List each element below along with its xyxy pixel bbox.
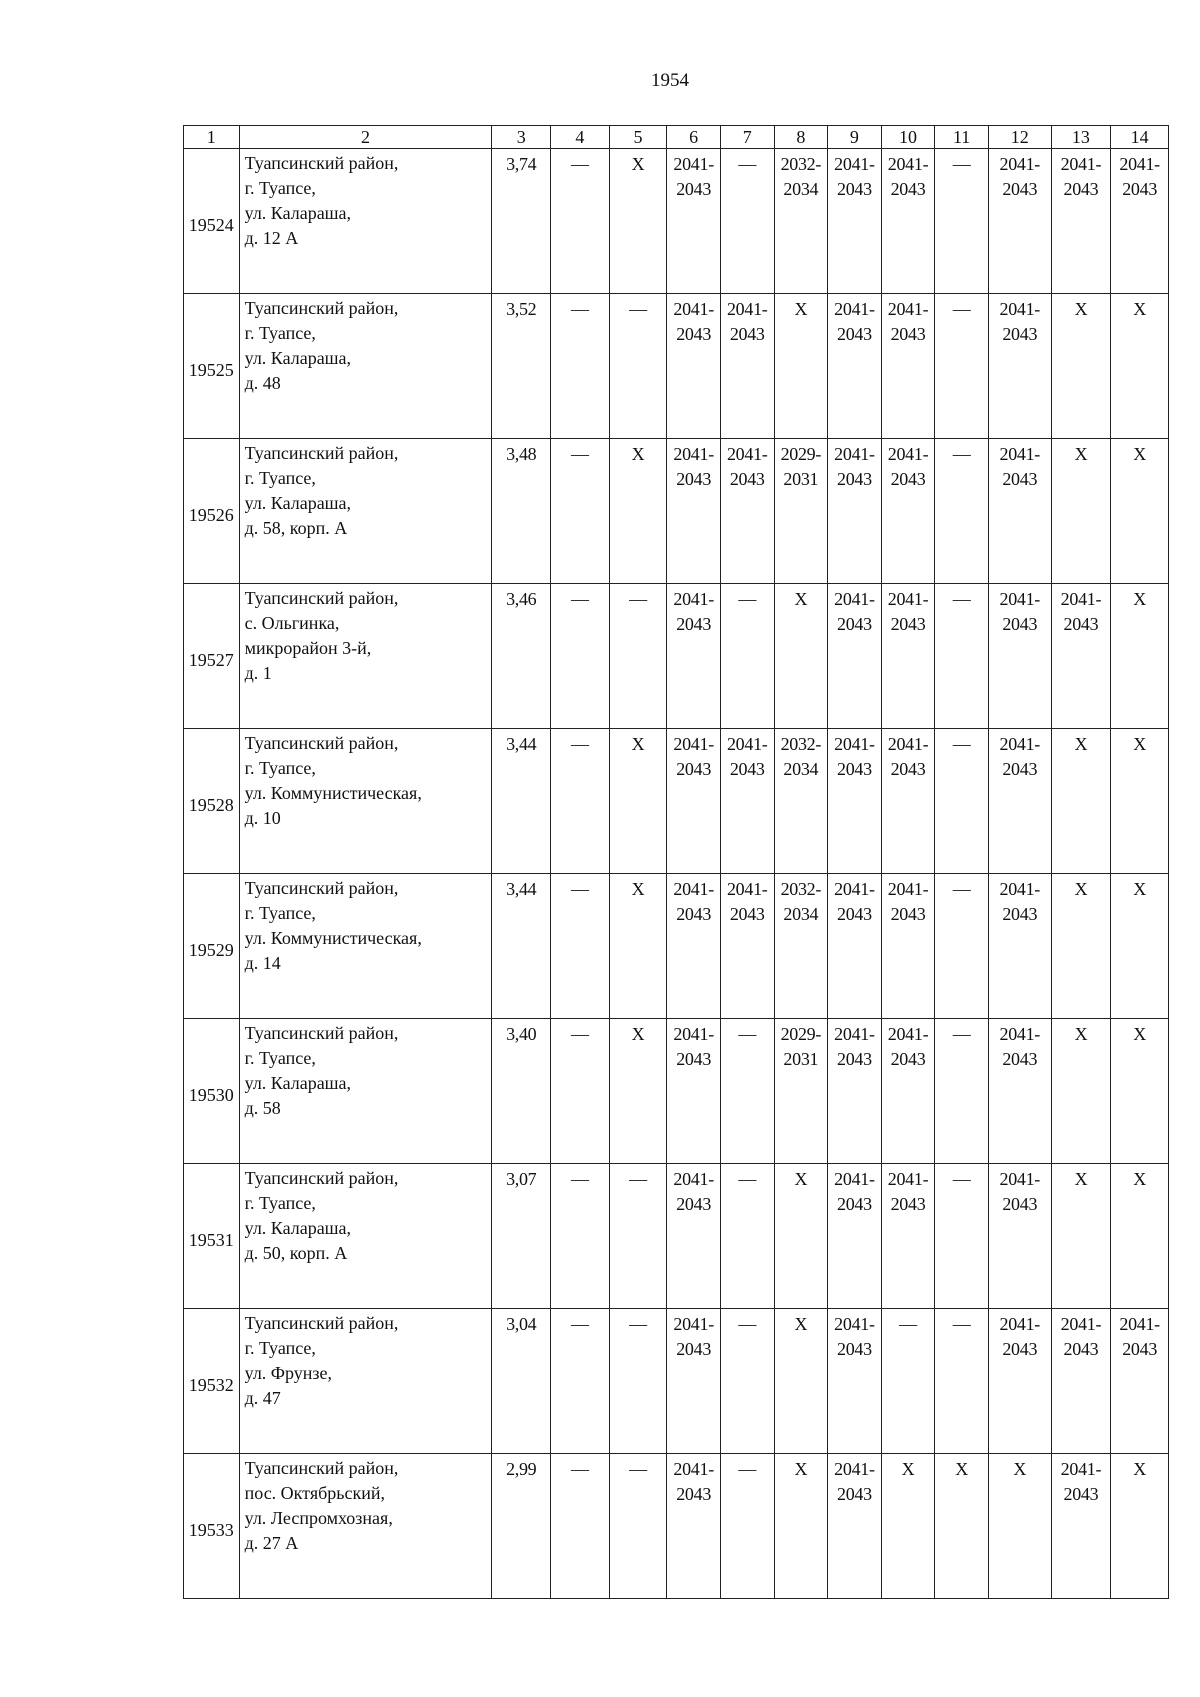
address-line: пос. Октябрьский,	[244, 1483, 385, 1503]
address-line: г. Туапсе,	[244, 178, 316, 198]
address-line: д. 58, корп. А	[244, 518, 348, 538]
area-cell: 3,44	[492, 874, 551, 1019]
address-line: ул. Фрунзе,	[244, 1363, 333, 1383]
period-cell-col-8: X	[774, 584, 828, 729]
period-cell-col-4: —	[551, 1309, 610, 1454]
housing-register-table	[183, 125, 1169, 1599]
period-cell-col-4: —	[551, 729, 610, 874]
table-row	[184, 149, 1169, 294]
period-cell-col-7: 2041- 2043	[720, 294, 774, 439]
address-line: Туапсинский район,	[244, 443, 399, 463]
period-cell-col-11: —	[935, 149, 989, 294]
period-cell-col-14: X	[1111, 1164, 1169, 1309]
address-cell	[239, 1164, 492, 1309]
period-cell-col-7: —	[720, 584, 774, 729]
address-line: г. Туапсе,	[244, 323, 316, 343]
address-line: д. 1	[244, 663, 272, 683]
period-cell-col-11: —	[935, 729, 989, 874]
period-cell-col-7: —	[720, 1309, 774, 1454]
address-cell	[239, 1454, 492, 1599]
column-header-7: 7	[720, 126, 774, 149]
address-line: Туапсинский район,	[244, 588, 399, 608]
period-cell-col-10: X	[881, 1454, 935, 1599]
column-header-13: 13	[1051, 126, 1111, 149]
period-cell-col-8: 2029- 2031	[774, 439, 828, 584]
period-cell-col-7: 2041- 2043	[720, 874, 774, 1019]
row-number: 19527	[184, 584, 240, 729]
column-header-2: 2	[239, 126, 492, 149]
period-cell-col-4: —	[551, 1454, 610, 1599]
period-cell-col-13: 2041- 2043	[1051, 149, 1111, 294]
column-header-3: 3	[492, 126, 551, 149]
period-cell-col-9: 2041- 2043	[828, 1164, 882, 1309]
period-cell-col-7: —	[720, 1454, 774, 1599]
period-cell-col-10: 2041- 2043	[881, 1019, 935, 1164]
period-cell-col-12: X	[988, 1454, 1051, 1599]
table-row	[184, 729, 1169, 874]
address-line: ул. Калараша,	[244, 348, 352, 368]
address-line: д. 47	[244, 1388, 281, 1408]
column-header-11: 11	[935, 126, 989, 149]
period-cell-col-13: X	[1051, 294, 1111, 439]
column-header-1: 1	[184, 126, 240, 149]
period-cell-col-5: X	[609, 439, 667, 584]
address-line: ул. Леспромхозная,	[244, 1508, 393, 1528]
table-row	[184, 439, 1169, 584]
period-cell-col-9: 2041- 2043	[828, 1454, 882, 1599]
period-cell-col-11: —	[935, 294, 989, 439]
address-line: д. 27 А	[244, 1533, 299, 1553]
row-number: 19524	[184, 149, 240, 294]
address-line: г. Туапсе,	[244, 758, 316, 778]
address-line: Туапсинский район,	[244, 153, 399, 173]
column-header-6: 6	[667, 126, 721, 149]
area-cell: 3,46	[492, 584, 551, 729]
address-line: ул. Коммунистическая,	[244, 928, 422, 948]
column-header-9: 9	[828, 126, 882, 149]
period-cell-col-10: 2041- 2043	[881, 294, 935, 439]
period-cell-col-8: X	[774, 1164, 828, 1309]
address-cell	[239, 149, 492, 294]
period-cell-col-11: —	[935, 1019, 989, 1164]
period-cell-col-13: X	[1051, 439, 1111, 584]
period-cell-col-8: 2029- 2031	[774, 1019, 828, 1164]
address-cell	[239, 1019, 492, 1164]
address-line: ул. Калараша,	[244, 1073, 352, 1093]
period-cell-col-14: X	[1111, 1454, 1169, 1599]
address-line: ул. Калараша,	[244, 493, 352, 513]
period-cell-col-14: X	[1111, 584, 1169, 729]
period-cell-col-10: 2041- 2043	[881, 1164, 935, 1309]
period-cell-col-9: 2041- 2043	[828, 584, 882, 729]
period-cell-col-12: 2041- 2043	[988, 874, 1051, 1019]
period-cell-col-11: —	[935, 584, 989, 729]
period-cell-col-13: X	[1051, 729, 1111, 874]
table-row	[184, 1019, 1169, 1164]
area-cell: 3,40	[492, 1019, 551, 1164]
address-line: Туапсинский район,	[244, 298, 399, 318]
period-cell-col-14: 2041- 2043	[1111, 149, 1169, 294]
column-header-8: 8	[774, 126, 828, 149]
address-cell	[239, 439, 492, 584]
address-line: Туапсинский район,	[244, 1168, 399, 1188]
address-line: д. 50, корп. А	[244, 1243, 348, 1263]
period-cell-col-14: 2041- 2043	[1111, 1309, 1169, 1454]
address-line: Туапсинский район,	[244, 1313, 399, 1333]
period-cell-col-11: —	[935, 1309, 989, 1454]
address-line: микрорайон 3-й,	[244, 638, 372, 658]
table-row	[184, 1454, 1169, 1599]
address-line: Туапсинский район,	[244, 1458, 399, 1478]
row-number: 19526	[184, 439, 240, 584]
address-cell	[239, 729, 492, 874]
period-cell-col-14: X	[1111, 874, 1169, 1019]
period-cell-col-8: X	[774, 1309, 828, 1454]
address-line: г. Туапсе,	[244, 468, 316, 488]
period-cell-col-4: —	[551, 1164, 610, 1309]
table-row	[184, 1309, 1169, 1454]
period-cell-col-14: X	[1111, 1019, 1169, 1164]
period-cell-col-13: X	[1051, 874, 1111, 1019]
period-cell-col-4: —	[551, 149, 610, 294]
address-cell	[239, 874, 492, 1019]
column-header-5: 5	[609, 126, 667, 149]
period-cell-col-9: 2041- 2043	[828, 1019, 882, 1164]
period-cell-col-10: 2041- 2043	[881, 729, 935, 874]
row-number: 19531	[184, 1164, 240, 1309]
period-cell-col-5: X	[609, 874, 667, 1019]
row-number: 19525	[184, 294, 240, 439]
period-cell-col-7: —	[720, 1019, 774, 1164]
period-cell-col-9: 2041- 2043	[828, 149, 882, 294]
period-cell-col-5: X	[609, 1019, 667, 1164]
row-number: 19530	[184, 1019, 240, 1164]
row-number: 19528	[184, 729, 240, 874]
period-cell-col-5: —	[609, 294, 667, 439]
period-cell-col-12: 2041- 2043	[988, 729, 1051, 874]
table-body	[184, 149, 1169, 1599]
period-cell-col-10: 2041- 2043	[881, 149, 935, 294]
period-cell-col-4: —	[551, 439, 610, 584]
period-cell-col-6: 2041- 2043	[667, 1164, 721, 1309]
address-cell	[239, 1309, 492, 1454]
period-cell-col-5: —	[609, 1309, 667, 1454]
address-line: Туапсинский район,	[244, 733, 399, 753]
period-cell-col-11: —	[935, 439, 989, 584]
period-cell-col-4: —	[551, 874, 610, 1019]
row-number: 19533	[184, 1454, 240, 1599]
period-cell-col-13: 2041- 2043	[1051, 1454, 1111, 1599]
period-cell-col-7: —	[720, 1164, 774, 1309]
table-row	[184, 1164, 1169, 1309]
period-cell-col-11: X	[935, 1454, 989, 1599]
period-cell-col-12: 2041- 2043	[988, 294, 1051, 439]
period-cell-col-6: 2041- 2043	[667, 584, 721, 729]
area-cell: 3,07	[492, 1164, 551, 1309]
address-line: Туапсинский район,	[244, 878, 399, 898]
column-header-14: 14	[1111, 126, 1169, 149]
period-cell-col-10: 2041- 2043	[881, 584, 935, 729]
period-cell-col-13: 2041- 2043	[1051, 584, 1111, 729]
period-cell-col-5: X	[609, 149, 667, 294]
period-cell-col-4: —	[551, 584, 610, 729]
period-cell-col-12: 2041- 2043	[988, 1019, 1051, 1164]
period-cell-col-9: 2041- 2043	[828, 729, 882, 874]
period-cell-col-10: 2041- 2043	[881, 874, 935, 1019]
period-cell-col-6: 2041- 2043	[667, 294, 721, 439]
period-cell-col-5: X	[609, 729, 667, 874]
column-header-12: 12	[988, 126, 1051, 149]
period-cell-col-6: 2041- 2043	[667, 149, 721, 294]
address-line: д. 14	[244, 953, 281, 973]
area-cell: 3,52	[492, 294, 551, 439]
address-line: ул. Калараша,	[244, 203, 352, 223]
period-cell-col-12: 2041- 2043	[988, 1309, 1051, 1454]
period-cell-col-7: —	[720, 149, 774, 294]
address-line: г. Туапсе,	[244, 1338, 316, 1358]
area-cell: 3,04	[492, 1309, 551, 1454]
period-cell-col-6: 2041- 2043	[667, 439, 721, 584]
period-cell-col-9: 2041- 2043	[828, 439, 882, 584]
period-cell-col-9: 2041- 2043	[828, 874, 882, 1019]
address-line: г. Туапсе,	[244, 903, 316, 923]
address-line: д. 10	[244, 808, 281, 828]
address-line: д. 12 А	[244, 228, 299, 248]
period-cell-col-8: X	[774, 1454, 828, 1599]
period-cell-col-4: —	[551, 294, 610, 439]
address-line: ул. Коммунистическая,	[244, 783, 422, 803]
period-cell-col-9: 2041- 2043	[828, 294, 882, 439]
area-cell: 3,44	[492, 729, 551, 874]
period-cell-col-14: X	[1111, 729, 1169, 874]
period-cell-col-6: 2041- 2043	[667, 1454, 721, 1599]
header-row	[184, 126, 1169, 149]
period-cell-col-13: X	[1051, 1164, 1111, 1309]
period-cell-col-13: X	[1051, 1019, 1111, 1164]
address-line: ул. Калараша,	[244, 1218, 352, 1238]
address-line: д. 48	[244, 373, 281, 393]
address-line: г. Туапсе,	[244, 1193, 316, 1213]
period-cell-col-11: —	[935, 874, 989, 1019]
period-cell-col-11: —	[935, 1164, 989, 1309]
period-cell-col-4: —	[551, 1019, 610, 1164]
period-cell-col-6: 2041- 2043	[667, 1309, 721, 1454]
period-cell-col-13: 2041- 2043	[1051, 1309, 1111, 1454]
address-line: Туапсинский район,	[244, 1023, 399, 1043]
period-cell-col-5: —	[609, 1454, 667, 1599]
area-cell: 3,74	[492, 149, 551, 294]
address-line: с. Ольгинка,	[244, 613, 340, 633]
period-cell-col-6: 2041- 2043	[667, 874, 721, 1019]
period-cell-col-14: X	[1111, 294, 1169, 439]
table-header	[184, 126, 1169, 149]
page-number: 1954	[651, 70, 689, 91]
area-cell: 3,48	[492, 439, 551, 584]
period-cell-col-12: 2041- 2043	[988, 1164, 1051, 1309]
address-cell	[239, 584, 492, 729]
period-cell-col-10: —	[881, 1309, 935, 1454]
table-row	[184, 874, 1169, 1019]
period-cell-col-6: 2041- 2043	[667, 1019, 721, 1164]
table-row	[184, 294, 1169, 439]
period-cell-col-8: 2032- 2034	[774, 729, 828, 874]
column-header-4: 4	[551, 126, 610, 149]
period-cell-col-12: 2041- 2043	[988, 584, 1051, 729]
address-cell	[239, 294, 492, 439]
period-cell-col-12: 2041- 2043	[988, 149, 1051, 294]
period-cell-col-12: 2041- 2043	[988, 439, 1051, 584]
table-row	[184, 584, 1169, 729]
row-number: 19532	[184, 1309, 240, 1454]
column-header-10: 10	[881, 126, 935, 149]
period-cell-col-8: X	[774, 294, 828, 439]
period-cell-col-10: 2041- 2043	[881, 439, 935, 584]
period-cell-col-7: 2041- 2043	[720, 729, 774, 874]
row-number: 19529	[184, 874, 240, 1019]
period-cell-col-8: 2032- 2034	[774, 874, 828, 1019]
period-cell-col-5: —	[609, 1164, 667, 1309]
area-cell: 2,99	[492, 1454, 551, 1599]
period-cell-col-9: 2041- 2043	[828, 1309, 882, 1454]
address-line: д. 58	[244, 1098, 281, 1118]
address-line: г. Туапсе,	[244, 1048, 316, 1068]
period-cell-col-5: —	[609, 584, 667, 729]
period-cell-col-6: 2041- 2043	[667, 729, 721, 874]
period-cell-col-14: X	[1111, 439, 1169, 584]
period-cell-col-7: 2041- 2043	[720, 439, 774, 584]
period-cell-col-8: 2032- 2034	[774, 149, 828, 294]
